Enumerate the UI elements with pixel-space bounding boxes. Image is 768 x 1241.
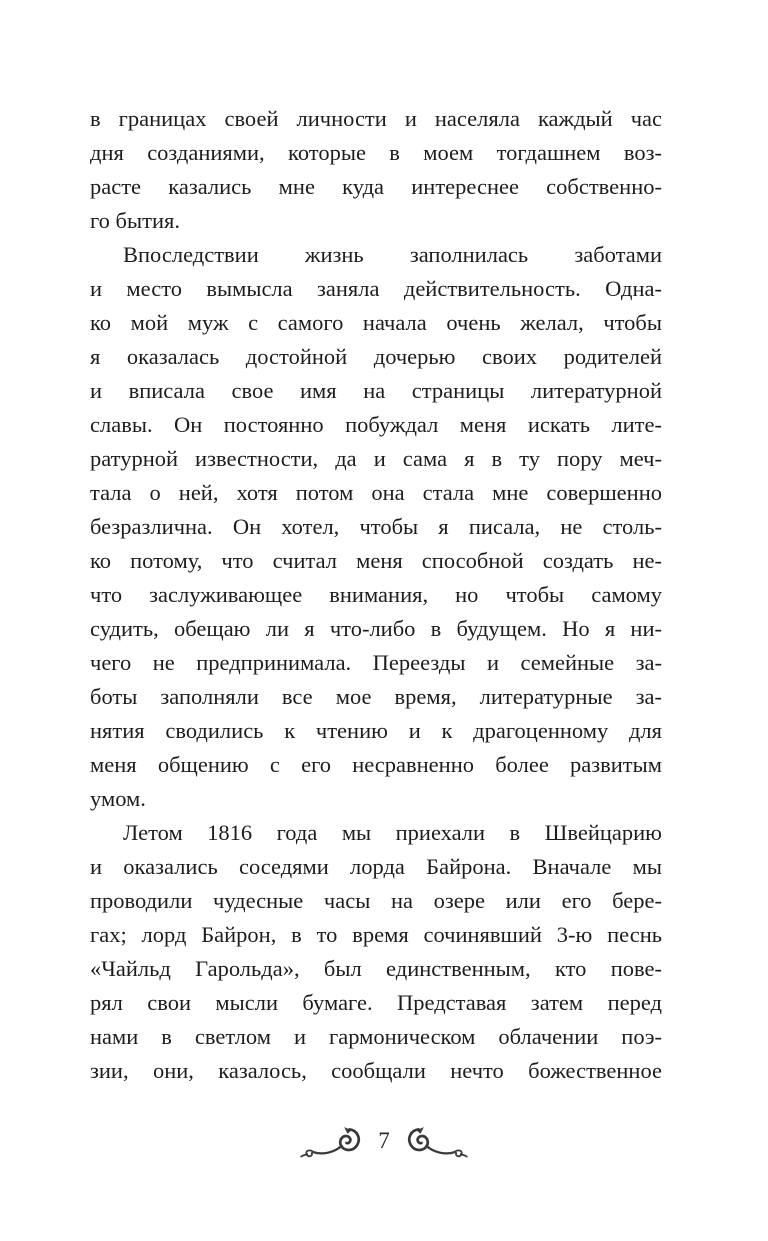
text-line: и место вымысла заняла действительность. Одна- [90,276,662,301]
body-paragraph [90,102,662,238]
text-line: тала о ней, хотя потом она стала мне совершенно [90,480,662,505]
text-line: Летом 1816 года мы приехали в Швейцарию [123,820,662,845]
text-line: судить, обещаю ли я что-либо в будущем. Но я ни- [90,616,662,641]
text-line: чего не предпринимала. Переезды и семейные за- [90,650,662,675]
text-line: зии, они, казалось, сообщали нечто божественное [90,1058,662,1083]
text-line: ко мой муж с самого начала очень желал, чтобы [90,310,662,335]
text-line: дня созданиями, которые в моем тогдашнем воз- [90,140,662,165]
body-paragraph [90,238,662,816]
text-line: что заслуживающее внимания, но чтобы самому [90,582,662,607]
text-line: проводили чудесные часы на озере или его бере- [90,888,662,913]
text-line: умом. [90,786,146,811]
text-line: я оказалась достойной дочерью своих родителей [90,344,662,369]
text-line: расте казались мне куда интереснее собственно- [90,174,662,199]
page-number: 7 [378,1127,390,1153]
text-line: гах; лорд Байрон, в то время сочинявший 3-ю песнь [90,922,662,947]
text-line: ратурной известности, да и сама я в ту пору меч- [90,446,662,471]
text-line: безразлична. Он хотел, чтобы я писала, не столь- [90,514,662,539]
text-line: нятия сводились к чтению и к драгоценному для [90,718,662,743]
text-line: ко потому, что считал меня способной создать не- [90,548,662,573]
page-footer [0,1124,768,1160]
text-line: го бытия. [90,208,180,233]
text-line: в границах своей личности и населяла каждый час [90,106,662,131]
text-line: «Чайльд Гарольда», был единственным, кто пове- [90,956,662,981]
text-line: меня общению с его несравненно более развитым [90,752,662,777]
text-line: Впоследствии жизнь заполнилась заботами [123,242,662,267]
flourish-left-icon [300,1126,364,1158]
text-line: и вписала свое имя на страницы литературной [90,378,662,403]
text-block [90,102,662,1088]
text-line: нами в светлом и гармоническом облачении поэ- [90,1024,662,1049]
text-line: боты заполняли все мое время, литературные за- [90,684,662,709]
text-line: и оказались соседями лорда Байрона. Вначале мы [90,854,662,879]
flourish-right-icon [404,1126,468,1158]
text-line: рял свои мысли бумаге. Представая затем перед [90,990,662,1015]
body-paragraph [90,816,662,1088]
text-line: славы. Он постоянно побуждал меня искать лите- [90,412,662,437]
